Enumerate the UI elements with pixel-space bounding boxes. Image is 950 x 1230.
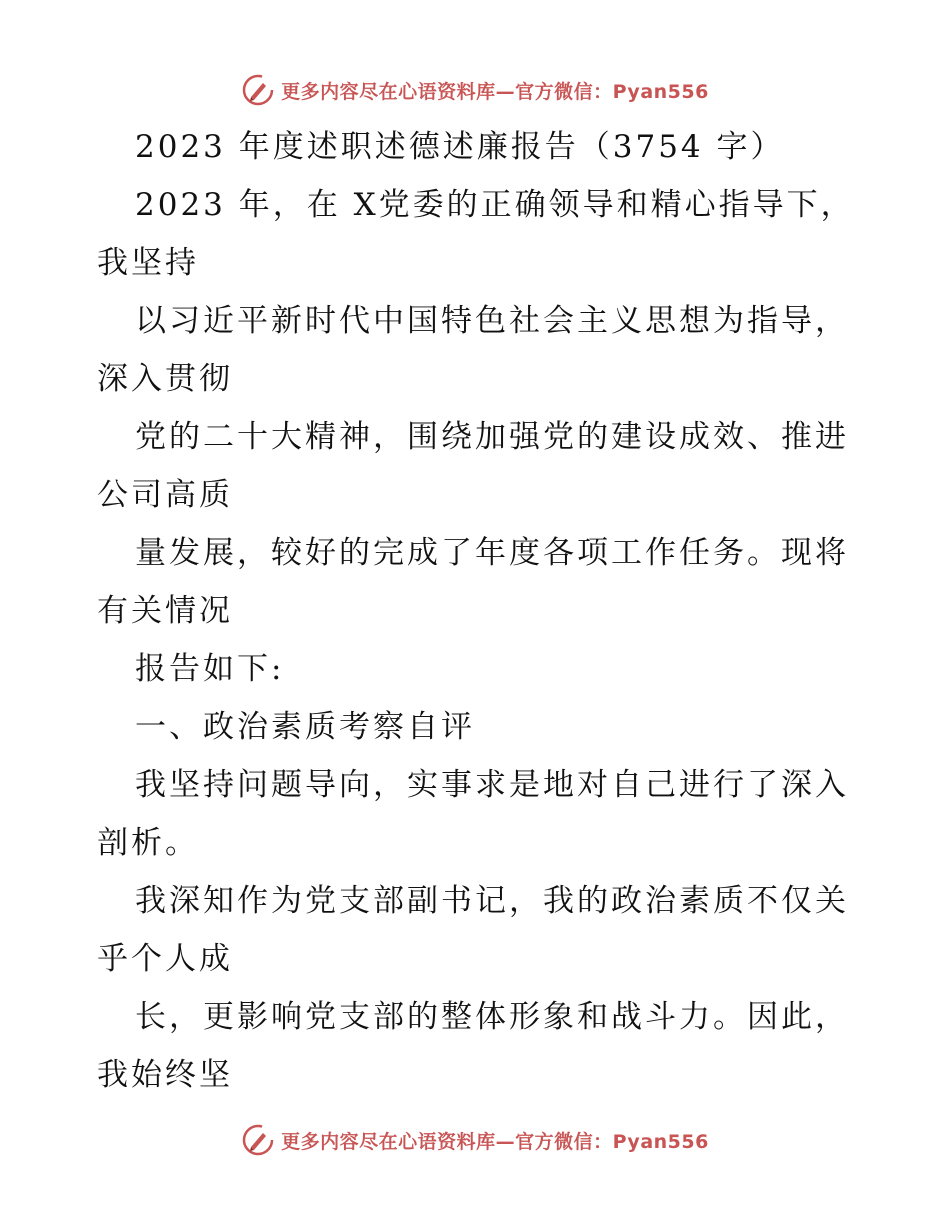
document-line: 有关情况 <box>97 593 233 629</box>
document-line: 我始终坚 <box>97 1057 233 1093</box>
document-line: 以习近平新时代中国特色社会主义思想为指导， <box>135 303 849 339</box>
document-line: 我坚持问题导向，实事求是地对自己进行了深入 <box>135 767 849 803</box>
document-line: 深入贯彻 <box>97 361 233 397</box>
header-banner-text: 更多内容尽在心语资料库—官方微信：Pyan556 <box>281 80 709 103</box>
footer-banner <box>0 1120 950 1160</box>
pen-seal-icon <box>241 1123 275 1157</box>
document-line: 公司高质 <box>97 477 233 513</box>
document-line: 我坚持 <box>97 245 199 281</box>
document-line: 我深知作为党支部副书记，我的政治素质不仅关 <box>135 883 849 919</box>
header-banner <box>0 70 950 110</box>
document-line: 党的二十大精神，围绕加强党的建设成效、推进 <box>135 419 849 455</box>
document-line: 量发展，较好的完成了年度各项工作任务。现将 <box>135 535 849 571</box>
document-line: 剖析。 <box>97 825 199 861</box>
footer-banner-text: 更多内容尽在心语资料库—官方微信：Pyan556 <box>281 1130 709 1153</box>
document-line: 乎个人成 <box>97 941 233 977</box>
document-line: 2023 年，在 X党委的正确领导和精心指导下， <box>135 187 855 223</box>
document-body <box>97 118 857 1104</box>
document-line: 长，更影响党支部的整体形象和战斗力。因此， <box>135 999 849 1035</box>
document-line: 2023 年度述职述德述廉报告（3754 字） <box>135 129 785 165</box>
pen-seal-icon <box>241 73 275 107</box>
document-line: 报告如下: <box>135 651 285 687</box>
document-line: 一、政治素质考察自评 <box>135 709 475 745</box>
